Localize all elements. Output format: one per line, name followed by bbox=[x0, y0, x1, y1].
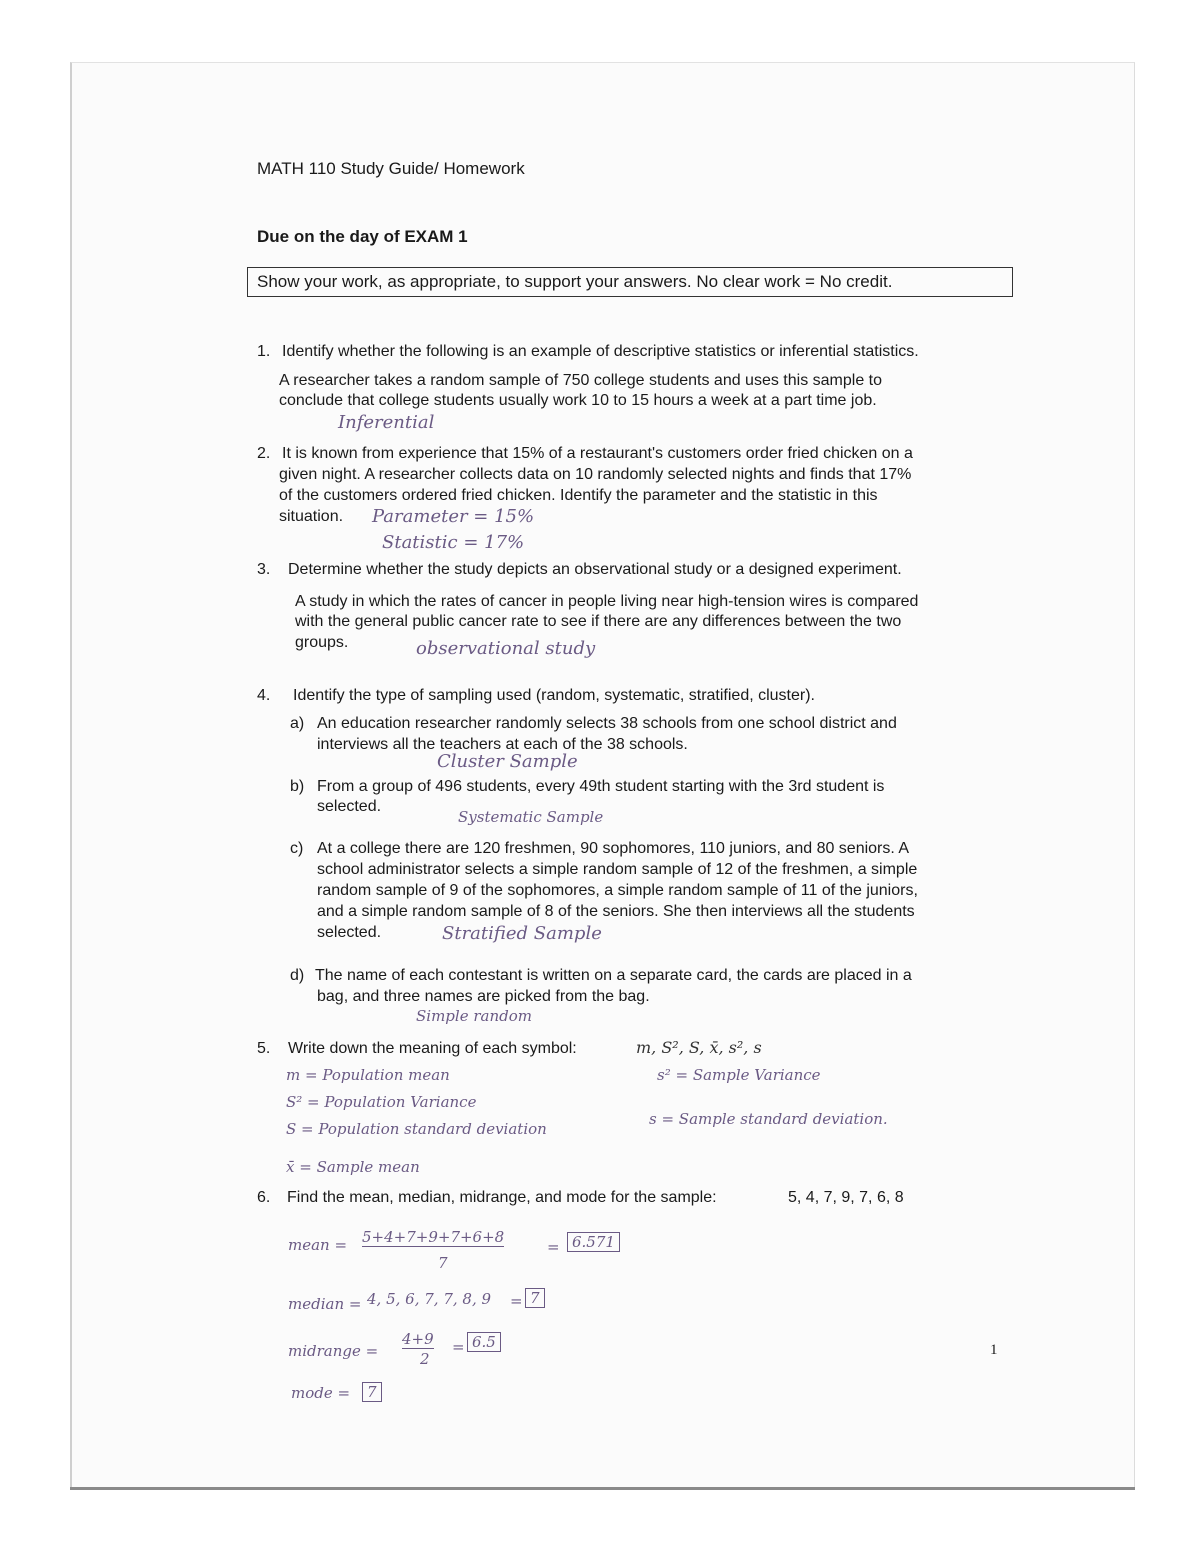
q3-number: 3. bbox=[257, 561, 271, 578]
q3-body-line: A study in which the rates of cancer in people living near high-tension wires is compared bbox=[295, 593, 919, 610]
q5-answer-s: S = Population standard deviation bbox=[286, 1120, 547, 1138]
equals-sign: = bbox=[452, 1338, 465, 1356]
q6-midrange-denominator: 2 bbox=[420, 1350, 430, 1368]
q4c-line: At a college there are 120 freshmen, 90 sophomores, 110 juniors, and 80 seniors. A bbox=[317, 840, 910, 857]
q2-number: 2. bbox=[257, 445, 271, 462]
q2-line: of the customers ordered fried chicken. Identify the parameter and the statistic in this bbox=[279, 487, 878, 504]
q2-answer-parameter: Parameter = 15% bbox=[372, 506, 535, 527]
q6-mode-label: mode = bbox=[291, 1384, 351, 1402]
q4b-label: b) bbox=[290, 778, 305, 795]
q1-number: 1. bbox=[257, 343, 271, 360]
q4c-line: school administrator selects a simple random sample of 12 of the freshmen, a simple bbox=[317, 861, 918, 878]
q2-line: It is known from experience that 15% of a restaurant's customers order fried chicken on a bbox=[282, 445, 913, 462]
q5-answer-m: m = Population mean bbox=[286, 1066, 450, 1084]
q5-answer-xbar: x̄ = Sample mean bbox=[286, 1158, 420, 1176]
q4a-line: An education researcher randomly selects 38 schools from one school district and bbox=[317, 715, 897, 732]
equals-sign: = bbox=[510, 1292, 523, 1310]
q4a-answer-handwritten: Cluster Sample bbox=[437, 751, 578, 772]
q5-answer-sample-sd: s = Sample standard deviation. bbox=[649, 1110, 888, 1128]
q4d-line: The name of each contestant is written on a separate card, the cards are placed in a bbox=[315, 967, 912, 984]
q6-median-result: 7 bbox=[525, 1288, 545, 1308]
q1-prompt: Identify whether the following is an example of descriptive statistics or inferential statistics. bbox=[282, 343, 919, 360]
q1-body-line: A researcher takes a random sample of 750 college students and uses this sample to bbox=[279, 372, 883, 389]
q5-symbols: m, S², S, x̄, s², s bbox=[636, 1038, 762, 1057]
q3-body-line: with the general public cancer rate to see if there are any differences between the two bbox=[295, 613, 902, 630]
instruction-text: Show your work, as appropriate, to support your answers. No clear work = No credit. bbox=[257, 272, 893, 291]
q4b-answer-handwritten: Systematic Sample bbox=[458, 808, 604, 826]
q6-mode-result: 7 bbox=[362, 1382, 382, 1402]
q3-answer-handwritten: observational study bbox=[416, 638, 596, 659]
q5-answer-s2: S² = Population Variance bbox=[286, 1093, 477, 1111]
q4c-line: selected. bbox=[317, 924, 382, 941]
q4c-line: and a simple random sample of 8 of the seniors. She then interviews all the students bbox=[317, 903, 915, 920]
q4b-line: From a group of 496 students, every 49th student starting with the 3rd student is bbox=[317, 778, 885, 795]
q6-sample-values: 5, 4, 7, 9, 7, 6, 8 bbox=[788, 1189, 904, 1206]
q6-mean-numerator: 5+4+7+9+7+6+8 bbox=[362, 1228, 505, 1246]
q6-number: 6. bbox=[257, 1189, 271, 1206]
q2-line: situation. bbox=[279, 508, 344, 525]
q4d-answer-handwritten: Simple random bbox=[416, 1007, 532, 1025]
q4d-line: bag, and three names are picked from the bag. bbox=[317, 988, 650, 1005]
q3-body-line: groups. bbox=[295, 634, 349, 651]
q6-mean-label: mean = bbox=[288, 1236, 348, 1254]
q1-body-line: conclude that college students usually work 10 to 15 hours a week at a part time job. bbox=[279, 392, 877, 409]
q6-median-label: median = bbox=[288, 1295, 362, 1313]
course-title: MATH 110 Study Guide/ Homework bbox=[257, 159, 525, 178]
due-date: Due on the day of EXAM 1 bbox=[257, 227, 468, 246]
q6-midrange-numerator: 4+9 bbox=[402, 1330, 434, 1348]
q4c-answer-handwritten: Stratified Sample bbox=[442, 923, 602, 944]
q2-line: given night. A researcher collects data on 10 randomly selected nights and finds that 17% bbox=[279, 466, 912, 483]
q1-answer-handwritten: Inferential bbox=[338, 412, 435, 433]
q6-prompt: Find the mean, median, midrange, and mode for the sample: bbox=[287, 1189, 717, 1206]
equals-sign: = bbox=[547, 1238, 560, 1256]
q4-number: 4. bbox=[257, 687, 271, 704]
q4d-label: d) bbox=[290, 967, 305, 984]
q4-prompt: Identify the type of sampling used (random, systematic, stratified, cluster). bbox=[293, 687, 815, 704]
q6-median-list: 4, 5, 6, 7, 7, 8, 9 bbox=[367, 1290, 492, 1308]
q4c-label: c) bbox=[290, 840, 304, 857]
q4b-line: selected. bbox=[317, 798, 382, 815]
q6-midrange-result: 6.5 bbox=[467, 1332, 501, 1352]
q6-mean-denominator: 7 bbox=[438, 1254, 448, 1272]
q2-answer-statistic: Statistic = 17% bbox=[382, 532, 525, 553]
q4c-line: random sample of 9 of the sophomores, a simple random sample of 11 of the juniors, bbox=[317, 882, 918, 899]
q6-midrange-label: midrange = bbox=[288, 1342, 379, 1360]
q6-mean-result: 6.571 bbox=[567, 1232, 620, 1252]
q3-prompt: Determine whether the study depicts an observational study or a designed experiment. bbox=[288, 561, 902, 578]
q5-number: 5. bbox=[257, 1040, 271, 1057]
q5-answer-sample-var: s² = Sample Variance bbox=[657, 1066, 821, 1084]
q4a-label: a) bbox=[290, 715, 305, 732]
page-number: 1 bbox=[990, 1342, 998, 1358]
q4a-line: interviews all the teachers at each of the 38 schools. bbox=[317, 736, 688, 753]
q5-prompt: Write down the meaning of each symbol: bbox=[288, 1040, 577, 1057]
